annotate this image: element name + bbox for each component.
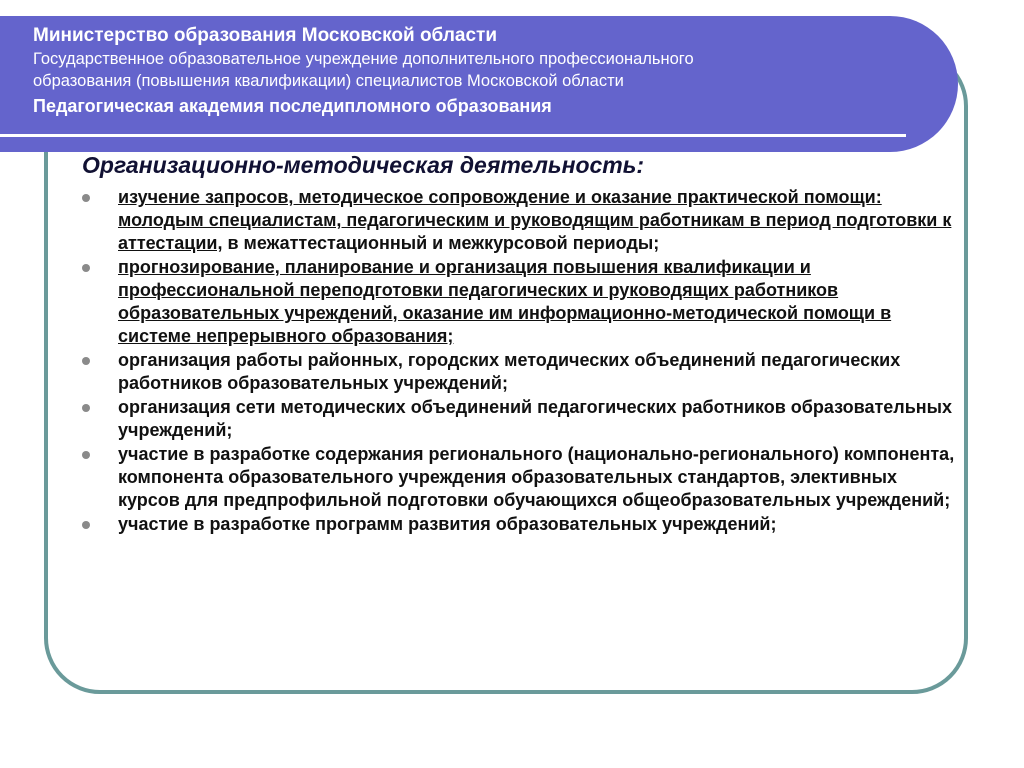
institution-name-line-2: образования (повышения квалификации) специалистов Московской области bbox=[33, 72, 624, 90]
activity-list bbox=[82, 186, 962, 537]
list-item bbox=[82, 513, 962, 536]
section-title: Организационно-методическая деятельность: bbox=[82, 152, 645, 178]
ministry-name: Министерство образования Московской области bbox=[33, 25, 498, 46]
item-underlined-text: изучение запросов, методическое сопровождение и оказание практической помощи: молодым специалистам, педагогическим и руководящим работникам в период подготовки к аттестации, bbox=[118, 187, 952, 253]
header bbox=[33, 24, 913, 118]
list-item bbox=[82, 396, 962, 442]
item-text: участие в разработке содержания регионального (национально-регионального) компонента, компонента образовательного учреждения образовательных стандартов, элективных курсов для предпрофильной подготовки обучающихся общеобразовательных учреждений; bbox=[118, 444, 955, 510]
list-item bbox=[82, 349, 962, 395]
bullet-icon bbox=[82, 357, 90, 365]
item-text: в межаттестационный и межкурсовой периоды; bbox=[222, 233, 660, 253]
item-text: организация сети методических объединений педагогических работников образовательных учреждений; bbox=[118, 397, 953, 440]
bullet-icon bbox=[82, 521, 90, 529]
item-text: организация работы районных, городских методических объединений педагогических работников образовательных учреждений; bbox=[118, 350, 901, 393]
list-item bbox=[82, 256, 962, 348]
institution-name-line-1: Государственное образовательное учреждение дополнительного профессионального bbox=[33, 50, 694, 68]
academy-name: Педагогическая академия последипломного образования bbox=[33, 96, 552, 116]
bullet-icon bbox=[82, 451, 90, 459]
item-text: участие в разработке программ развития образовательных учреждений; bbox=[118, 514, 777, 534]
list-item bbox=[82, 186, 962, 255]
bullet-icon bbox=[82, 404, 90, 412]
bullet-icon bbox=[82, 264, 90, 272]
item-underlined-text: прогнозирование, планирование и организация повышения квалификации и профессиональной переподготовки педагогических и руководящих работников образовательных учреждений, оказание им информационно-методической помощи в системе непрерывного образования; bbox=[118, 257, 892, 346]
bullet-icon bbox=[82, 194, 90, 202]
banner-divider bbox=[0, 134, 906, 137]
list-item bbox=[82, 443, 962, 512]
